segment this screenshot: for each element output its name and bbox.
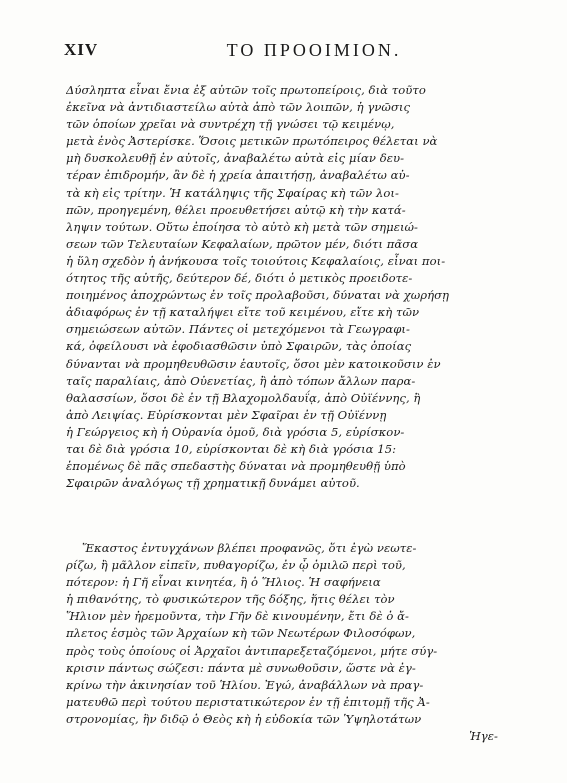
text-line: θαλασσίων, ὅσοι δὲ ἐν τῇ Βλαχομολδαυΐᾳ, ἀπὸ Οὐϊέννης, ἢ [66,390,421,405]
text-line: Δύσληπτα εἶναι ἔνια ἐξ αὐτῶν τοῖς πρωτοπείροις, διὰ τοῦτο [66,83,426,97]
text-line: ότητος τῆς αὐτῆς, δεύτερον δέ, διότι ὁ μετικὸς προειδοτε- [66,271,413,286]
text-line: ποιημένος ἀποχρώντως ἐν τοῖς προλαβοῦσι, δύναται νὰ χωρήσῃ [66,288,450,303]
text-line: ἀδιαφόρως ἐν τῇ καταλήψει εἴτε τοῦ κειμένου, εἴτε κὴ τῶν [66,305,420,320]
catchword: Ἡγε- [469,729,498,744]
text-line: κρισιν πάντως σώζεσι: πάντα μὲ συνωθοῦσιν, ὥστε νὰ ἐγ- [66,660,416,675]
text-line: μὴ δυσκολευθῇ ἐν αὐτοῖς, ἀναβαλέτω αὐτὰ εἰς μίαν δευ- [66,151,405,166]
text-line: δύνανται νὰ προμηθευθῶσιν ἑαυτοῖς, ὅσοι μὲν κατοικοῦσιν ἐν [66,356,441,371]
text-line: μετὰ ἑνὸς Ἀστερίσκε. Ὅσοις μετικῶν πρωτόπειρος θέλεται νὰ [66,134,438,149]
text-line: ἑπομένως δὲ πᾶς σπεδαστὴς δύναται νὰ προμηθευθῇ ὑπὸ [66,459,406,474]
text-line: ματευθῶ περὶ τούτου περιστατικώτερον ἐν τῇ ἐπιτομῇ τῆς Ἀ- [66,694,430,709]
text-line: Ἕκαστος ἐντυγχάνων βλέπει προφανῶς, ὅτι ἐγὼ νεωτε- [82,541,417,555]
paragraph-2 [66,540,502,745]
text-line: ἀπὸ Λειψίας. Εὑρίσκονται μὲν Σφαῖραι ἐν τῇ Οὐϊέννῃ [66,407,387,422]
text-line: σημειώσεων αὐτῶν. Πάντες οἱ μετεχόμενοι τὰ Γεωγραφι- [66,322,410,337]
text-line: ἡ πιθανότης, τὸ φυσικώτερον τῆς δόξης, ἥτις θέλει τὸν [66,592,395,607]
text-line: πλετος ἑσμὸς τῶν Ἀρχαίων κὴ τῶν Νεωτέρων Φιλοσόφων, [66,626,416,641]
text-line: τῶν ὁποίων χρεῖαι νὰ συντρέχη τῇ γνώσει τῷ κειμένῳ, [66,117,395,132]
page-number: XIV [64,40,99,59]
paragraph-1 [66,82,502,492]
text-line: ἡ ὕλη σχεδὸν ἡ ἀνήκουσα τοῖς τοιούτοις Κεφαλαίοις, εἶναι ποι- [66,253,446,268]
page-header [64,36,504,68]
text-line: σεων τῶν Τελευταίων Κεφαλαίων, πρῶτον μέν, διότι πᾶσα [66,236,419,251]
text-line: κρίνω τὴν ἀκινησίαν τοῦ Ἡλίου. Ἐγώ, ἀναβάλλων νὰ πραγ- [66,677,424,692]
text-line: ἡ Γεώργειος κὴ ἡ Οὐρανία ὁμοῦ, διὰ γρόσια 5, εὑρίσκον- [66,424,405,439]
text-line: τέραν ἐπιδρομήν, ἂν δὲ ἡ χρεία ἀπαιτήσῃ, ἀναβαλέτω αὐ- [66,168,410,183]
text-line: πῶν, προηγεμένη, θέλει προευθετήσει αὐτῷ κὴ τὴν κατά- [66,202,406,217]
running-title: ΤΟ ΠΡΟΟΙΜΙΟΝ. [226,40,402,60]
text-line: στρονομίας, ἣν διδῷ ὁ Θεὸς κὴ ἡ εὐδοκία τῶν Ὑψηλοτάτων [66,711,422,726]
text-line: Ἥλιον μὲν ἠρεμοῦντα, τὴν Γῆν δὲ κινουμένην, ἔτι δὲ ὁ ἄ- [66,609,410,624]
text-line: ται δὲ διὰ γρόσια 10, εὑρίσκονται δὲ κὴ διὰ γρόσια 15: [66,441,397,456]
text-line: τὰ κὴ εἰς τρίτην. Ἡ κατάληψις τῆς Σφαίρας κὴ τῶν λοι- [66,185,399,200]
text-line: ταῖς παραλίαις, ἀπὸ Οὐενετίας, ἢ ἀπὸ τόπων ἄλλων παρα- [66,373,416,388]
text-line: ρίζω, ἢ μᾶλλον εἰπεῖν, πυθαγορίζω, ἐν ᾧ ὁμιλῶ περὶ τοῦ, [66,558,406,573]
text-line: πρὸς τοὺς ὁποίους οἱ Ἀρχαῖοι ἀντιπαρεξεταζόμενοι, μήτε σύγ- [66,643,438,658]
text-line: ἐκεῖνα νὰ ἀντιδιαστείλω αὐτὰ ἀπὸ τῶν λοιπῶν, ἡ γνῶσις [66,100,411,115]
text-line: πότερον: ἡ Γῆ εἶναι κινητέα, ἢ ὁ Ἥλιος. Ἡ σαφήνεια [66,575,381,590]
text-line: ληψιν τούτων. Οὕτω ἐποίησα τὸ αὐτὸ κὴ μετὰ τῶν σημειώ- [66,219,419,234]
text-line: Σφαιρῶν ἀναλόγως τῇ χρηματικῇ δυνάμει αὐτοῦ. [66,476,360,491]
text-line: κά, ὀφείλουσι νὰ ἐφοδιασθῶσιν ὑπὸ Σφαιρῶν, τὰς ὁποίας [66,339,412,354]
